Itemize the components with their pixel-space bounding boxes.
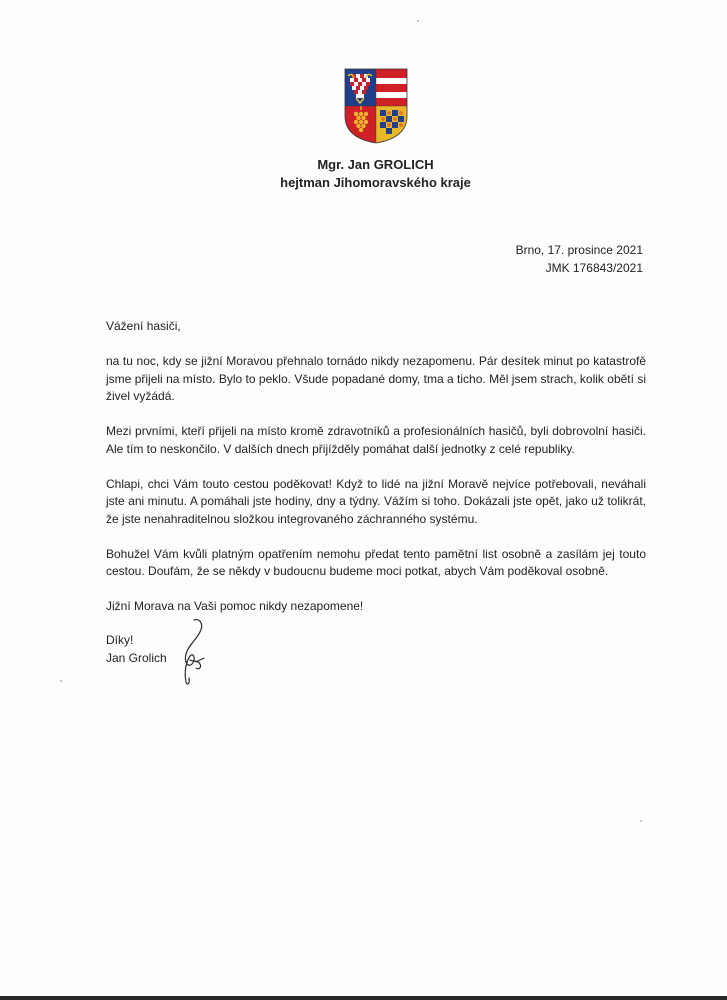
handwritten-signature-icon <box>174 616 210 686</box>
sender-name: Mgr. Jan GROLICH <box>317 157 434 172</box>
reference-number: JMK 176843/2021 <box>545 261 643 275</box>
paragraph: na tu noc, kdy se jižní Moravou přehnalo tornádo nikdy nezapomenu. Pár desítek minut po katastrofě jsme přijeli na místo. Bylo to peklo. Všude popadané domy, tma a ticho. Měl jsem strach, kolik obětí si živel vyžádá. <box>106 354 646 403</box>
scan-speck <box>640 820 642 822</box>
paragraph: Jižní Morava na Vaši pomoc nikdy nezapomene! <box>106 599 364 613</box>
letter-body <box>106 318 646 616</box>
sender-title: hejtman Jihomoravského kraje <box>280 175 471 190</box>
closing-phrase: Díky! <box>106 633 134 647</box>
paragraph: Mezi prvními, kteří přijeli na místo kromě zdravotníků a profesionálních hasičů, byli dobrovolní hasiči. Ale tím to neskončilo. V dalších dnech přijížděly pomáhat další jednotky z celé republiky. <box>106 424 646 456</box>
scan-speck <box>417 20 419 22</box>
paragraph: Bohužel Vám kvůli platným opatřením nemohu předat tento pamětní list osobně a zasílám jej touto cestou. Doufám, že se někdy v budoucnu budeme moci potkat, abych Vám poděkoval osobně. <box>106 546 646 578</box>
coat-of-arms-icon <box>344 68 408 144</box>
paragraph: Chlapi, chci Vám touto cestou poděkovat! Když to lidé na jižní Moravě nejvíce potřebovali, neváhali jste ani minutu. A pomáhali jste hodiny, dny a týdny. Vážím si toho. Dokázali jste opět, jako už tolikrát, že jste nenahraditelnou složkou integrovaného záchranného systému. <box>106 476 646 526</box>
letter-meta <box>516 241 643 277</box>
scan-speck <box>60 680 62 682</box>
salutation: Vážení hasiči, <box>106 319 181 333</box>
letter-closing <box>106 632 167 667</box>
scan-edge <box>0 996 727 1000</box>
letterhead <box>0 156 727 192</box>
signer-name: Jan Grolich <box>106 650 167 665</box>
place-date: Brno, 17. prosince 2021 <box>515 243 643 257</box>
